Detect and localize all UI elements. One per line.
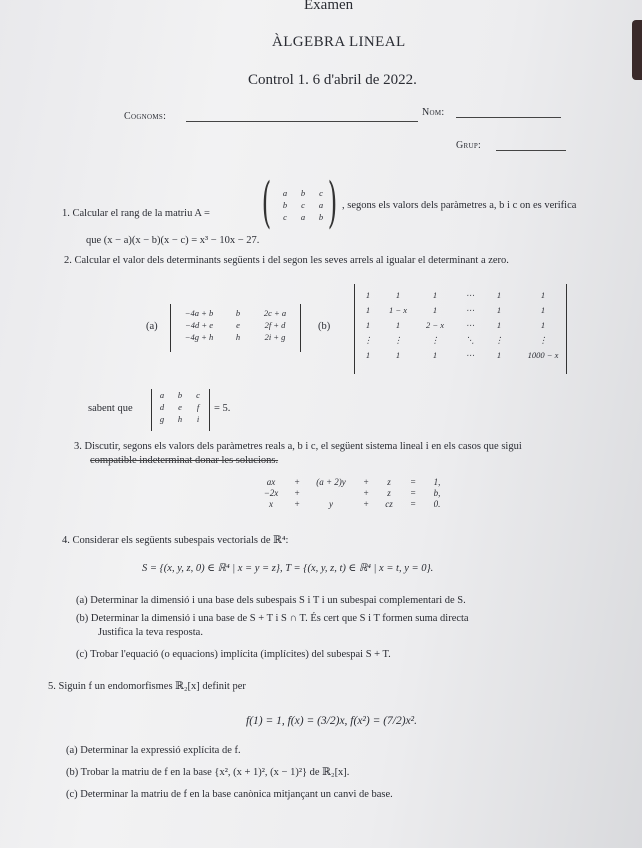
det-cell: ⋮ [393,335,403,345]
det-cell: ⋮ [363,335,373,345]
system-cell: cz [385,499,393,509]
known-det-left-bar [151,389,152,431]
det-cell: 1 [365,305,371,315]
determinant-a [172,308,300,342]
system-cell: −2x [263,488,279,498]
matrix-right-paren: ) [327,171,338,234]
system-cell: (a + 2)y [316,477,346,487]
system-cell: + [362,499,370,509]
det-cell: 1 [496,320,502,330]
group-label: Grup: [456,140,482,151]
system-cell: z [387,488,391,498]
name-label: Nom: [422,107,445,118]
matrix-cell: b [318,212,324,222]
known-value: = 5. [214,403,231,414]
system-cell: + [293,488,301,498]
matrix-cell: c [319,188,323,198]
det-cell: 1 [540,305,546,315]
det-cell: 2i + g [264,332,286,342]
q5-part-a: (a) Determinar la expressió explícita de f. [66,745,241,756]
det-cell: 1 [395,320,401,330]
det-cell: 1 [395,350,401,360]
det-cell: d [159,402,165,412]
det-cell: 2 − x [425,320,444,330]
det-cell: h [177,414,183,424]
det-cell: g [159,414,165,424]
q1-text-cont: , segons els valors dels paràmetres a, b i c on es verifica [342,200,577,211]
surname-label: Cognoms: [124,111,167,122]
det-cell: ⋯ [465,350,475,360]
det-cell: ⋯ [465,320,475,330]
known-determinant [153,390,207,424]
system-cell: + [293,477,301,487]
det-cell: 1 [365,320,371,330]
known-label: sabent que [88,403,133,414]
system-cell [306,488,356,498]
system-cell: + [362,477,370,487]
matrix-left-paren: ( [261,171,272,234]
det-cell: ⋱ [465,335,475,345]
matrix-cell: b [300,188,306,198]
system-cell: 0. [433,499,441,509]
system-cell: y [329,499,333,509]
system-cell: z [387,477,391,487]
system-cell: + [293,499,301,509]
det-cell: 1 [496,290,502,300]
det-cell: 1 [365,290,371,300]
det-cell: c [196,390,200,400]
q4-part-a: (a) Determinar la dimensió i una base dels subespais S i T i un subespai complementari de S. [76,595,466,606]
det-b-right-bar [566,284,567,374]
det-cell: 1 [432,350,438,360]
system-cell: + [362,488,370,498]
subject-title: ÀLGEBRA LINEAL [272,34,406,50]
det-cell: b [177,390,183,400]
det-cell: 1 [395,290,401,300]
page-edge-shadow [632,20,642,80]
det-cell: 1 [540,320,546,330]
det-cell: 2c + a [263,308,287,318]
det-cell: −4g + h [184,332,214,342]
det-cell: 2f + d [264,320,286,330]
q4-part-b: (b) Determinar la dimensió i una base de S + T i S ∩ T. És cert que S i T formen suma directa [76,613,469,624]
q2-label-b: (b) [318,321,331,332]
matrix-cell: c [301,200,305,210]
q1-text: 1. Calcular el rang de la matriu A = [62,208,210,219]
det-cell: i [196,414,200,424]
det-cell: e [178,402,182,412]
q4-part-c: (c) Trobar l'equació (o equacions) implícita (implícites) del subespai S + T. [76,649,391,660]
system-cell: b, [433,488,441,498]
linear-system [254,477,450,509]
q1-condition: que (x − a)(x − b)(x − c) = x³ − 10x − 27. [86,235,260,246]
det-cell: a [159,390,165,400]
name-field[interactable] [456,117,561,118]
matrix-cell: a [300,212,306,222]
det-cell: b [235,308,241,318]
q1-matrix [276,188,330,222]
system-cell: ax [266,477,276,487]
q2-text: 2. Calcular el valor dels determinants següents i del segon les seves arrels al igualar el determinant a zero. [64,255,509,266]
exam-title: Examen [304,0,354,13]
det-cell: 1 [540,290,546,300]
matrix-cell: a [318,200,324,210]
det-cell: ⋯ [465,290,475,300]
system-cell: 1, [433,477,441,487]
det-cell: −4d + e [185,320,213,330]
det-cell: ⋯ [465,305,475,315]
q4-part-b-cont: Justifica la teva resposta. [98,627,203,638]
q5-part-c: (c) Determinar la matriu de f en la base canònica mitjançant un canvi de base. [66,789,393,800]
det-cell: ⋮ [538,335,548,345]
det-cell: 1 − x [388,305,407,315]
q4-subspaces: S = {(x, y, z, 0) ∈ ℝ⁴ | x = y = z}, T = {(x, y, z, t) ∈ ℝ⁴ | x = t, y = 0}. [142,563,434,574]
system-cell: = [409,477,417,487]
q5-definition: f(1) = 1, f(x) = (3/2)x, f(x²) = (7/2)x². [246,715,417,727]
det-cell: −4a + b [184,308,214,318]
det-cell: 1 [496,350,502,360]
det-cell: ⋮ [430,335,440,345]
det-b-left-bar [354,284,355,374]
group-field[interactable] [496,150,566,151]
q2-label-a: (a) [146,321,158,332]
known-det-right-bar [209,389,210,431]
det-cell: 1 [365,350,371,360]
surname-field[interactable] [186,121,418,122]
q5-part-b: (b) Trobar la matriu de f en la base {x², (x + 1)², (x − 1)²} de ℝ₂[x]. [66,767,350,778]
control-date: Control 1. 6 d'abril de 2022. [248,72,417,88]
det-cell: ⋮ [494,335,504,345]
det-a-right-bar [300,304,301,352]
det-cell: 1000 − x [527,350,559,360]
matrix-cell: c [283,212,287,222]
det-cell: 1 [432,290,438,300]
det-cell: f [196,402,200,412]
det-cell: h [235,332,241,342]
det-cell: 1 [432,305,438,315]
system-cell: = [409,488,417,498]
q4-text: 4. Considerar els següents subespais vectorials de ℝ⁴: [62,535,289,546]
det-cell: e [236,320,240,330]
q5-text: 5. Siguin f un endomorfismes ℝ₂[x] definit per [48,681,246,692]
matrix-cell: b [282,200,288,210]
determinant-b [356,290,574,361]
q3-text: 3. Discutir, segons els valors dels paràmetres reals a, b i c, el següent sistema lineal i en els casos que sigui [74,441,522,452]
det-a-left-bar [170,304,171,352]
q3-text-cont: compatible indeterminat donar les solucions. [90,455,279,466]
matrix-cell: a [282,188,288,198]
system-cell: x [269,499,273,509]
det-cell: 1 [496,305,502,315]
system-cell: = [409,499,417,509]
